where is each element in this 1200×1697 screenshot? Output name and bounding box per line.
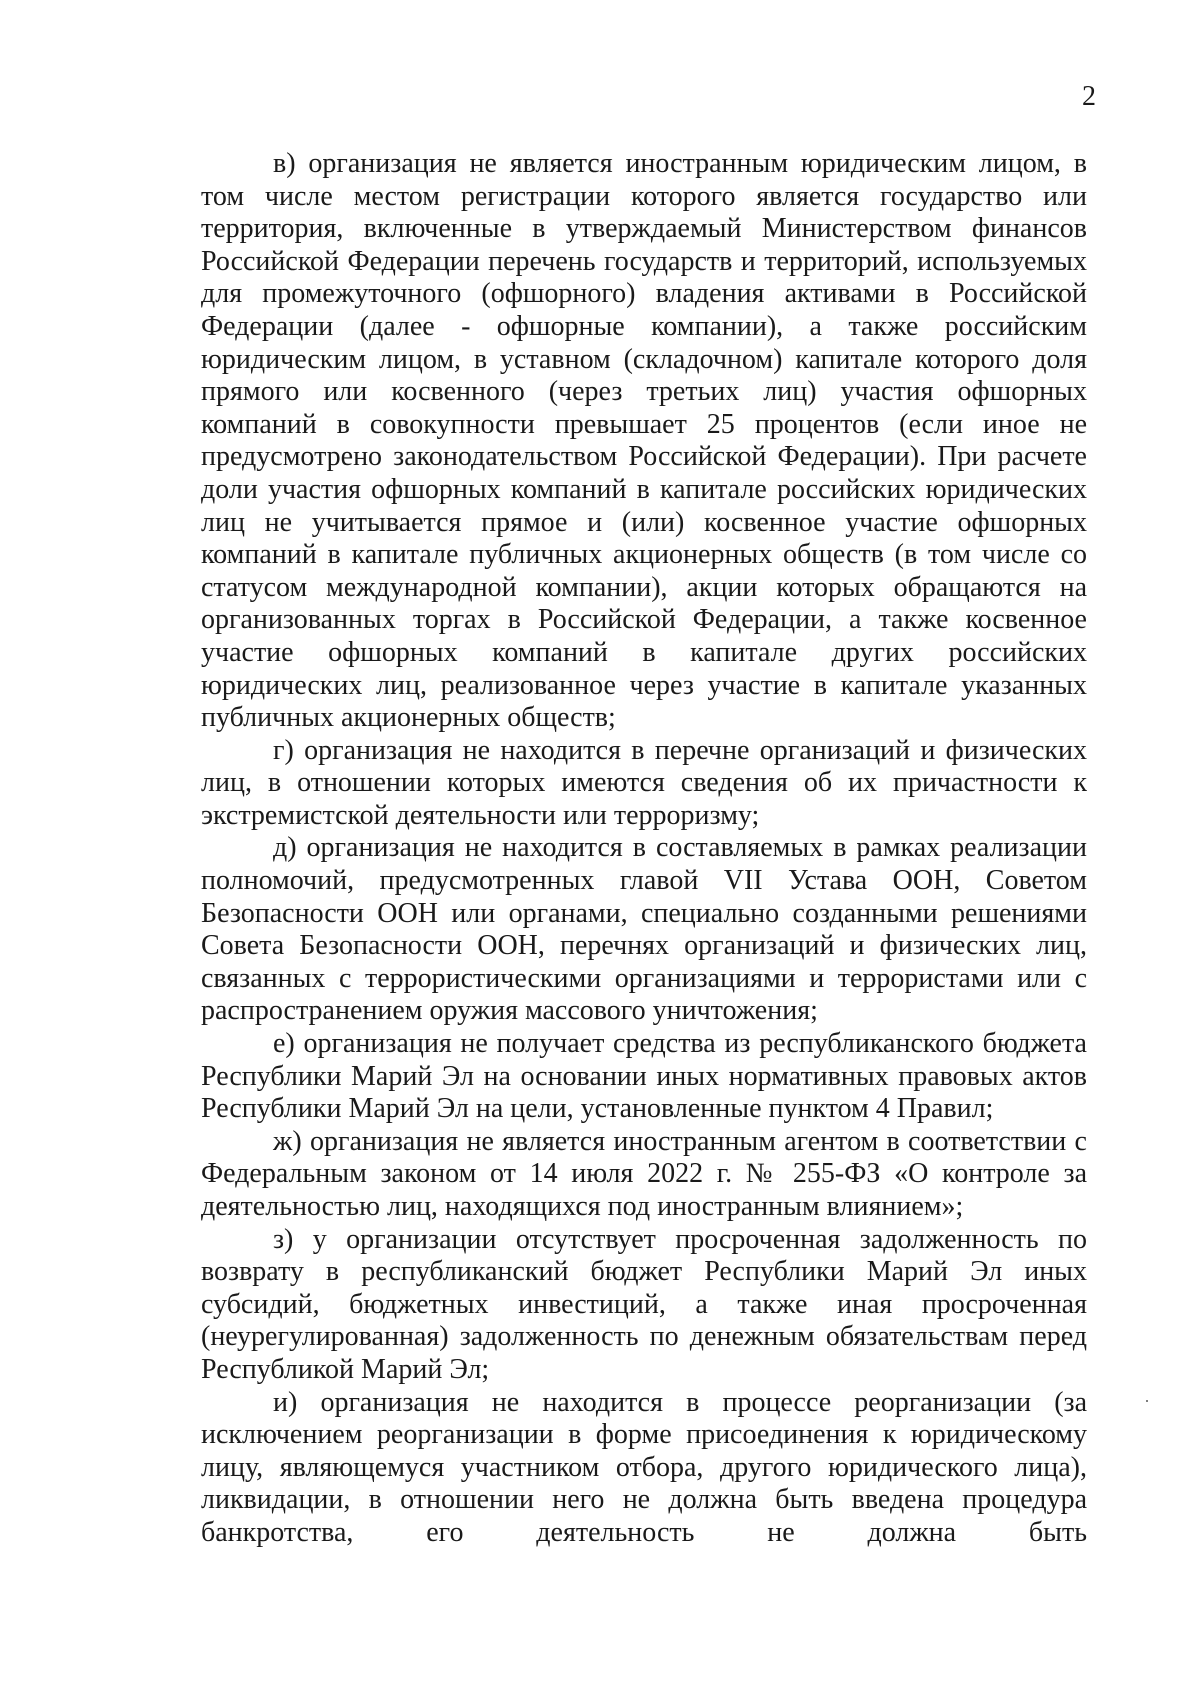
document-body <box>201 148 1087 1550</box>
scan-speck <box>1146 1400 1148 1402</box>
paragraph-v: в) организация не является иностранным юридическим лицом, в том числе местом регистрации которого является государство или территория, включенные в утверждаемый Министерством финансов Российской Федерации перечень государств и территорий, используемых для промежуточного (офшорного) владения активами в Российской Федерации (далее - офшорные компании), а также российским юридическим лицом, в уставном (складочном) капитале которого доля прямого или косвенного (через третьих лиц) участия офшорных компаний в совокупности превышает 25 процентов (если иное не предусмотрено законодательством Российской Федерации). При расчете доли участия офшорных компаний в капитале российских юридических лиц не учитывается прямое и (или) косвенное участие офшорных компаний в капитале публичных акционерных обществ (в том числе со статусом международной компании), акции которых обращаются на организованных торгах в Российской Федерации, а также косвенное участие офшорных компаний в капитале других российских юридических лиц, реализованное через участие в капитале указанных публичных акционерных обществ; <box>201 148 1087 734</box>
paragraph-e: е) организация не получает средства из республиканского бюджета Республики Марий Эл на основании иных нормативных правовых актов Республики Марий Эл на цели, установленные пунктом 4 Правил; <box>201 1028 1087 1125</box>
page-number: 2 <box>1082 81 1096 112</box>
paragraph-d: д) организация не находится в составляемых в рамках реализации полномочий, предусмотренных главой VII Устава ООН, Советом Безопасности ООН или органами, специально созданными решениями Совета Безопасности ООН, перечнях организаций и физических лиц, связанных с террористическими организациями и террористами или с распространением оружия массового уничтожения; <box>201 832 1087 1027</box>
paragraph-zh: ж) организация не является иностранным агентом в соответствии с Федеральным законом от 14 июля 2022 г. № 255-ФЗ «О контроле за деятельностью лиц, находящихся под иностранным влиянием»; <box>201 1125 1087 1222</box>
paragraph-i: и) организация не находится в процессе реорганизации (за исключением реорганизации в форме присоединения к юридическому лицу, являющемуся участником отбора, другого юридического лица), ликвидации, в отношении него не должна быть введена процедура банкротства, его деятельность не должна быть <box>201 1386 1087 1548</box>
paragraph-g: г) организация не находится в перечне организаций и физических лиц, в отношении которых имеются сведения об их причастности к экстремистской деятельности или терроризму; <box>201 734 1087 831</box>
paragraph-z: з) у организации отсутствует просроченная задолженность по возврату в республиканский бюджет Республики Марий Эл иных субсидий, бюджетных инвестиций, а также иная просроченная (неурегулированная) задолженность по денежным обязательствам перед Республикой Марий Эл; <box>201 1223 1087 1385</box>
